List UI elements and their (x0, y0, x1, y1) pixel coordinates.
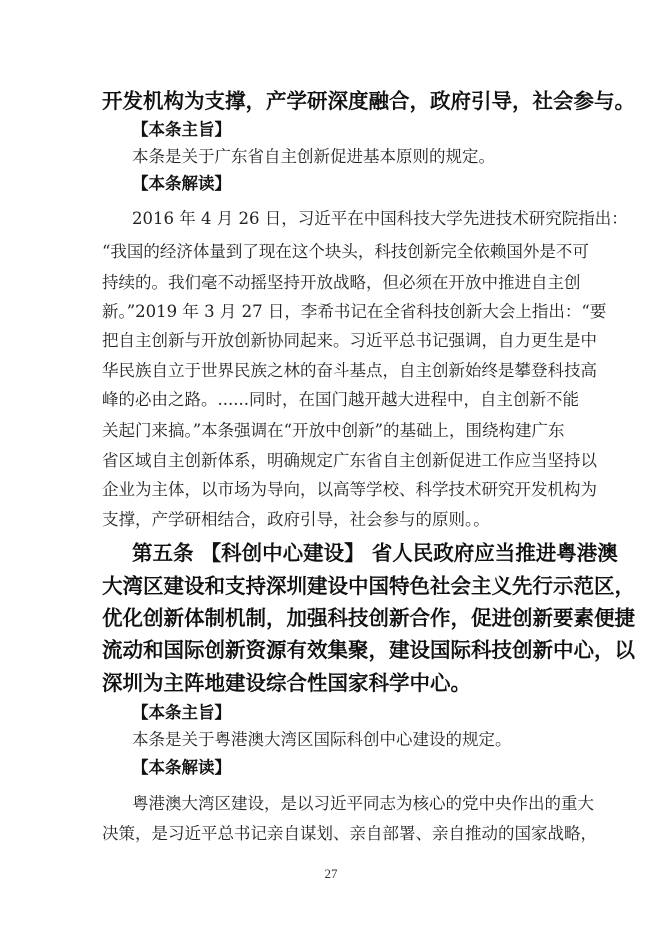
section-heading-interpretation: 【本条解读】 (132, 758, 231, 777)
page-number: 27 (324, 866, 338, 881)
article-text-line: 流动和国际创新资源有效集聚，建设国际科技创新中心，以 (102, 638, 635, 662)
section-heading-purpose: 【本条主旨】 (132, 703, 231, 722)
interpretation-line: 把自主创新与开放创新协同起来。习近平总书记强调，自力更生是中 (102, 331, 597, 350)
interpretation-line: 华民族自立于世界民族之林的奋斗基点，自主创新始终是攀登科技高 (102, 361, 597, 380)
article-text-line: 深圳为主阵地建设综合性国家科学中心。 (102, 671, 471, 695)
article-text-line: 优化创新体制机制，加强科技创新合作，促进创新要素便捷 (102, 606, 635, 630)
interpretation-line: 决策，是习近平总书记亲自谋划、亲自部署、亲自推动的国家战略， (102, 824, 597, 843)
purpose-text: 本条是关于粤港澳大湾区国际科创中心建设的规定。 (132, 730, 512, 749)
article-text-line: 开发机构为支撑，产学研深度融合，政府引导，社会参与。 (102, 89, 635, 113)
article-text-line: 大湾区建设和支持深圳建设中国特色社会主义先行示范区， (102, 574, 635, 598)
purpose-text: 本条是关于广东省自主创新促进基本原则的规定。 (132, 147, 495, 166)
interpretation-line: “我国的经济体量到了现在这个块头，科技创新完全依赖国外是不可 (102, 242, 589, 261)
section-heading-interpretation: 【本条解读】 (132, 174, 231, 193)
interpretation-line: 持续的。我们毫不动摇坚持开放战略，但必须在开放中推进自主创 (102, 273, 581, 292)
interpretation-line: 峰的必由之路。......同时，在国门越开越大进程中，自主创新不能 (102, 390, 579, 409)
interpretation-line: 粤港澳大湾区建设，是以习近平同志为核心的党中央作出的重大 (132, 794, 594, 813)
interpretation-line: 新。”2019 年 3 月 27 日，李希书记在全省科技创新大会上指出：“要 (102, 302, 607, 321)
interpretation-line: 企业为主体，以市场为导向，以高等学校、科学技术研究开发机构为 (102, 480, 597, 499)
interpretation-line: 省区域自主创新体系，明确规定广东省自主创新促进工作应当坚持以 (102, 451, 597, 470)
interpretation-line: 支撑，产学研相结合，政府引导，社会参与的原则。。 (102, 510, 490, 529)
interpretation-line: 2016 年 4 月 26 日，习近平在中国科技大学先进技术研究院指出： (132, 209, 628, 228)
interpretation-line: 关起门来搞。”本条强调在“开放中创新”的基础上，围绕构建广东 (102, 421, 565, 440)
section-heading-purpose: 【本条主旨】 (132, 120, 231, 139)
article-5-title-line: 第五条 【科创中心建设】 省人民政府应当推进粤港澳 (132, 541, 618, 565)
